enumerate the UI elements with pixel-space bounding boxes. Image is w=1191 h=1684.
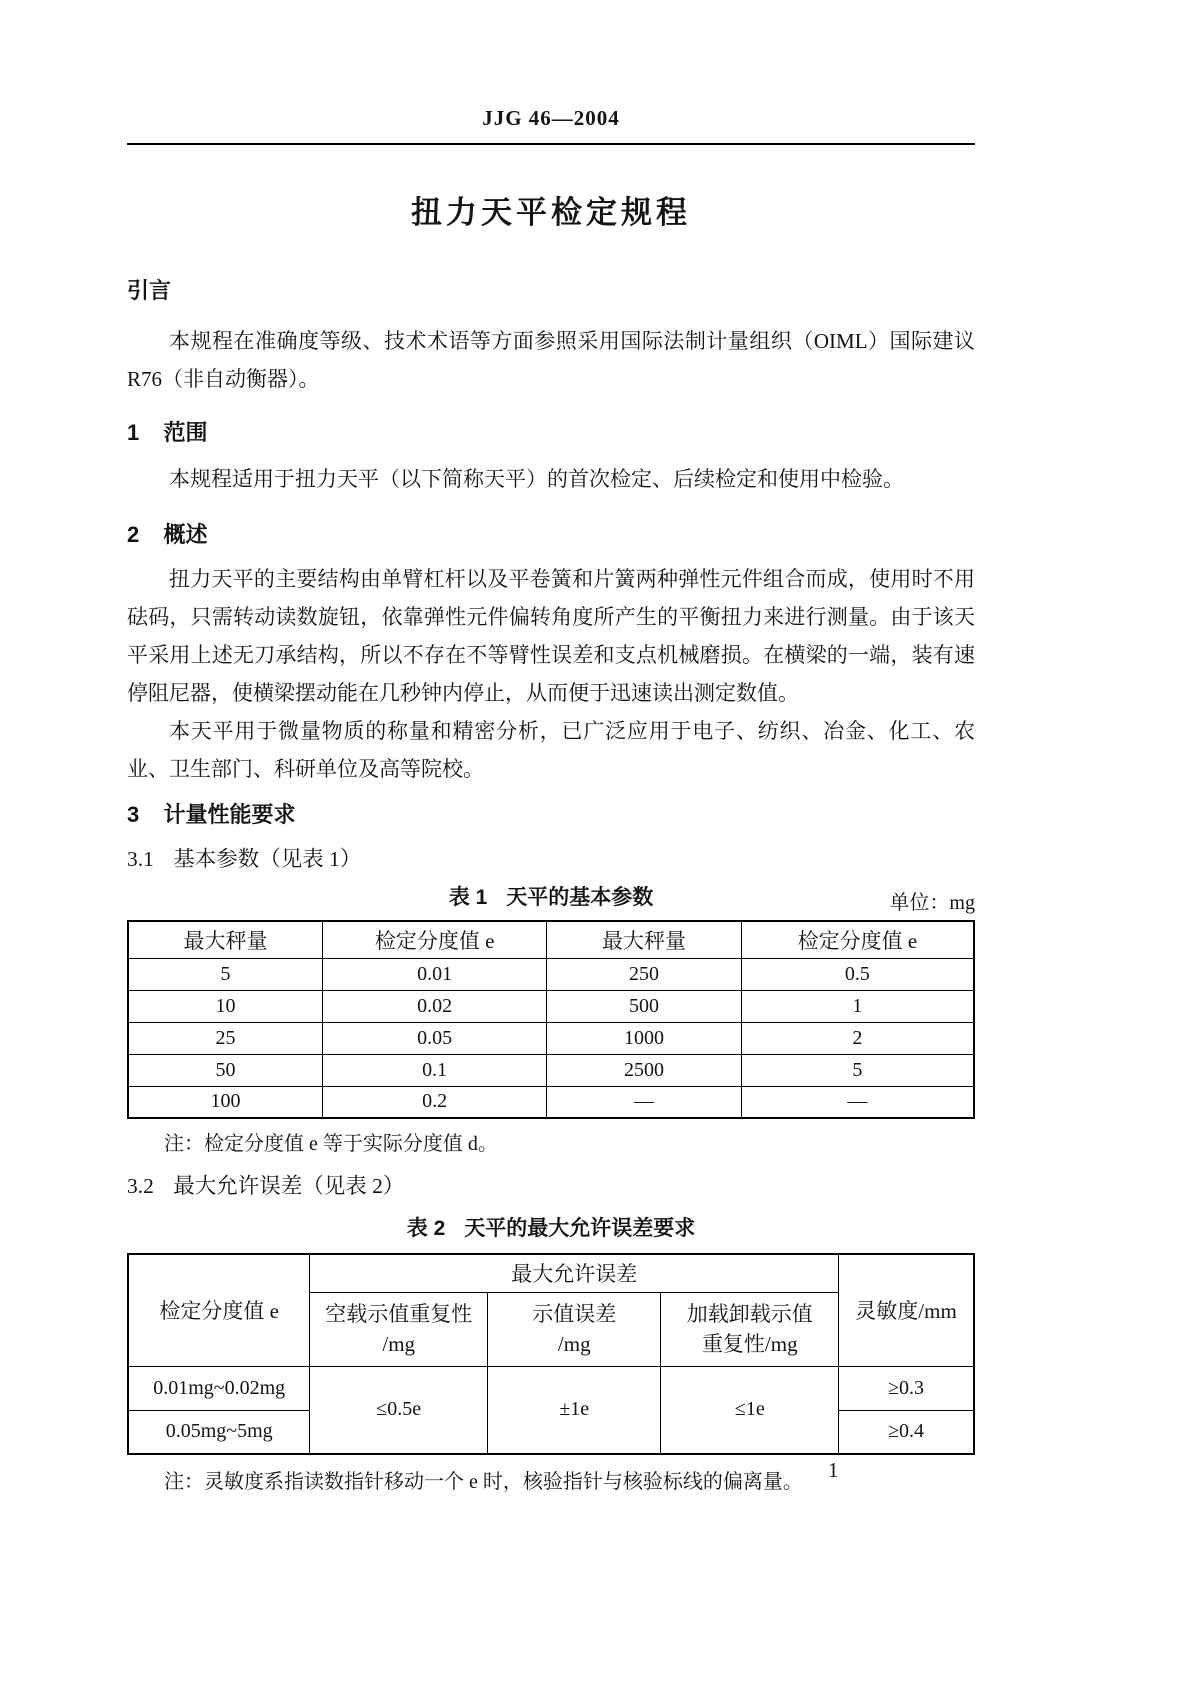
table-row — [128, 1054, 974, 1086]
table-cell: 250 — [547, 958, 742, 990]
table-cell: 5 — [128, 958, 323, 990]
column-header: 最大秤量 — [547, 921, 742, 958]
subsection-number: 3.1 — [127, 847, 154, 871]
table-row — [128, 990, 974, 1022]
table-cell: — — [547, 1086, 742, 1118]
document-title: 扭力天平检定规程 — [411, 195, 691, 230]
column-header: 灵敏度/mm — [839, 1254, 974, 1366]
subsection-label: 基本参数（见表 1） — [173, 847, 362, 871]
table-cell: 0.01mg~0.02mg — [128, 1366, 310, 1410]
table2-note: 注：灵敏度系指读数指针移动一个 e 时，核验指针与核验标线的偏离量。 — [164, 1471, 803, 1493]
table-row — [128, 958, 974, 990]
paragraph-scope: 本规程适用于扭力天平（以下简称天平）的首次检定、后续检定和使用中检验。 — [169, 467, 904, 491]
section-heading-metrology — [127, 800, 975, 830]
subsection-number: 3.2 — [127, 1174, 154, 1198]
page-number: 1 — [828, 1458, 839, 1482]
page-content — [127, 0, 975, 1497]
table-cell: ≥0.3 — [839, 1366, 974, 1410]
subsection-3-1 — [127, 844, 975, 874]
column-header-line: 空载示值重复性 — [325, 1302, 473, 1326]
table1-basic-parameters — [127, 920, 975, 1119]
table-cell: 25 — [128, 1022, 323, 1054]
column-header: 检定分度值 e — [323, 921, 547, 958]
table2-caption-row — [127, 1215, 975, 1243]
unit-label: 单位：mg — [889, 892, 975, 914]
paragraph-overview-1: 扭力天平的主要结构由单臂杠杆以及平卷簧和片簧两种弹性元件组合而成，使用时不用砝码，只需转动读数旋钮，依靠弹性元件偏转角度所产生的平衡扭力来进行测量。由于该天平采用上述无刀承结构，所以不存在不等臂性误差和支点机械磨损。在横梁的一端，装有速停阻尼器，使横梁摆动能在几秒钟内停止，从而便于迅速读出测定数值。 — [127, 567, 975, 705]
table1-note: 注：检定分度值 e 等于实际分度值 d。 — [164, 1133, 498, 1155]
table2-max-permissible-error — [127, 1253, 975, 1455]
table-cell: — — [741, 1086, 974, 1118]
paragraph-intro: 本规程在准确度等级、技术术语等方面参照采用国际法制计量组织（OIML）国际建议 R76（非自动衡器）。 — [127, 329, 975, 391]
table-caption-number: 表 1 — [448, 886, 488, 909]
paragraph-overview-2: 本天平用于微量物质的称量和精密分析，已广泛应用于电子、纺织、冶金、化工、农业、卫生部门、科研单位及高等院校。 — [127, 719, 975, 781]
column-header — [661, 1292, 839, 1366]
column-header-line: /mg — [557, 1332, 591, 1356]
table-cell: ≤0.5e — [310, 1366, 488, 1454]
column-header-line: 示值误差 — [532, 1302, 617, 1326]
header-rule — [127, 143, 975, 145]
table-cell: 50 — [128, 1054, 323, 1086]
section-number: 1 — [127, 420, 140, 445]
table-cell: 1 — [741, 990, 974, 1022]
table1-caption — [449, 884, 653, 912]
section-heading-label: 引言 — [127, 278, 172, 303]
table-row — [128, 1086, 974, 1118]
column-header-line: 加载卸载示值 — [686, 1302, 813, 1326]
table-header-row — [128, 1254, 974, 1292]
table-cell: ≥0.4 — [839, 1410, 974, 1454]
table-cell: 10 — [128, 990, 323, 1022]
section-heading-scope — [127, 418, 975, 448]
table-caption-text: 天平的最大允许误差要求 — [464, 1217, 696, 1240]
column-group-header: 最大允许误差 — [310, 1254, 839, 1292]
table-cell: 5 — [741, 1054, 974, 1086]
column-header-line: /mg — [382, 1332, 416, 1356]
section-number: 3 — [127, 802, 140, 827]
section-heading-intro — [127, 276, 975, 306]
table-cell: 0.01 — [323, 958, 547, 990]
table-caption-text: 天平的基本参数 — [506, 886, 654, 909]
table-cell: 0.02 — [323, 990, 547, 1022]
subsection-3-2 — [127, 1171, 975, 1201]
table-header-row — [128, 921, 974, 958]
subsection-label: 最大允许误差（见表 2） — [173, 1174, 405, 1198]
table-cell: 1000 — [547, 1022, 742, 1054]
section-heading-overview — [127, 520, 975, 550]
table-cell: 2 — [741, 1022, 974, 1054]
table-row — [128, 1366, 974, 1410]
section-heading-label: 计量性能要求 — [163, 802, 296, 827]
table-cell: 0.2 — [323, 1086, 547, 1118]
table-cell: 0.1 — [323, 1054, 547, 1086]
column-header — [310, 1292, 488, 1366]
section-heading-label: 概述 — [163, 522, 208, 547]
table-cell: 0.05 — [323, 1022, 547, 1054]
column-header: 检定分度值 e — [128, 1254, 310, 1366]
column-header: 最大秤量 — [128, 921, 323, 958]
table-cell: 0.5 — [741, 958, 974, 990]
table-cell: 500 — [547, 990, 742, 1022]
table2-caption — [407, 1215, 695, 1243]
table-cell: 0.05mg~5mg — [128, 1410, 310, 1454]
table-cell: ±1e — [488, 1366, 661, 1454]
table-cell: 2500 — [547, 1054, 742, 1086]
table-cell: ≤1e — [661, 1366, 839, 1454]
table1-caption-row — [127, 884, 975, 912]
column-header-line: 重复性/mg — [701, 1332, 798, 1356]
table-row — [128, 1022, 974, 1054]
section-number: 2 — [127, 522, 140, 547]
document-code: JJG 46—2004 — [482, 106, 620, 130]
column-header: 检定分度值 e — [741, 921, 974, 958]
column-header — [488, 1292, 661, 1366]
section-heading-label: 范围 — [163, 420, 208, 445]
table-caption-number: 表 2 — [406, 1217, 446, 1240]
table-cell: 100 — [128, 1086, 323, 1118]
